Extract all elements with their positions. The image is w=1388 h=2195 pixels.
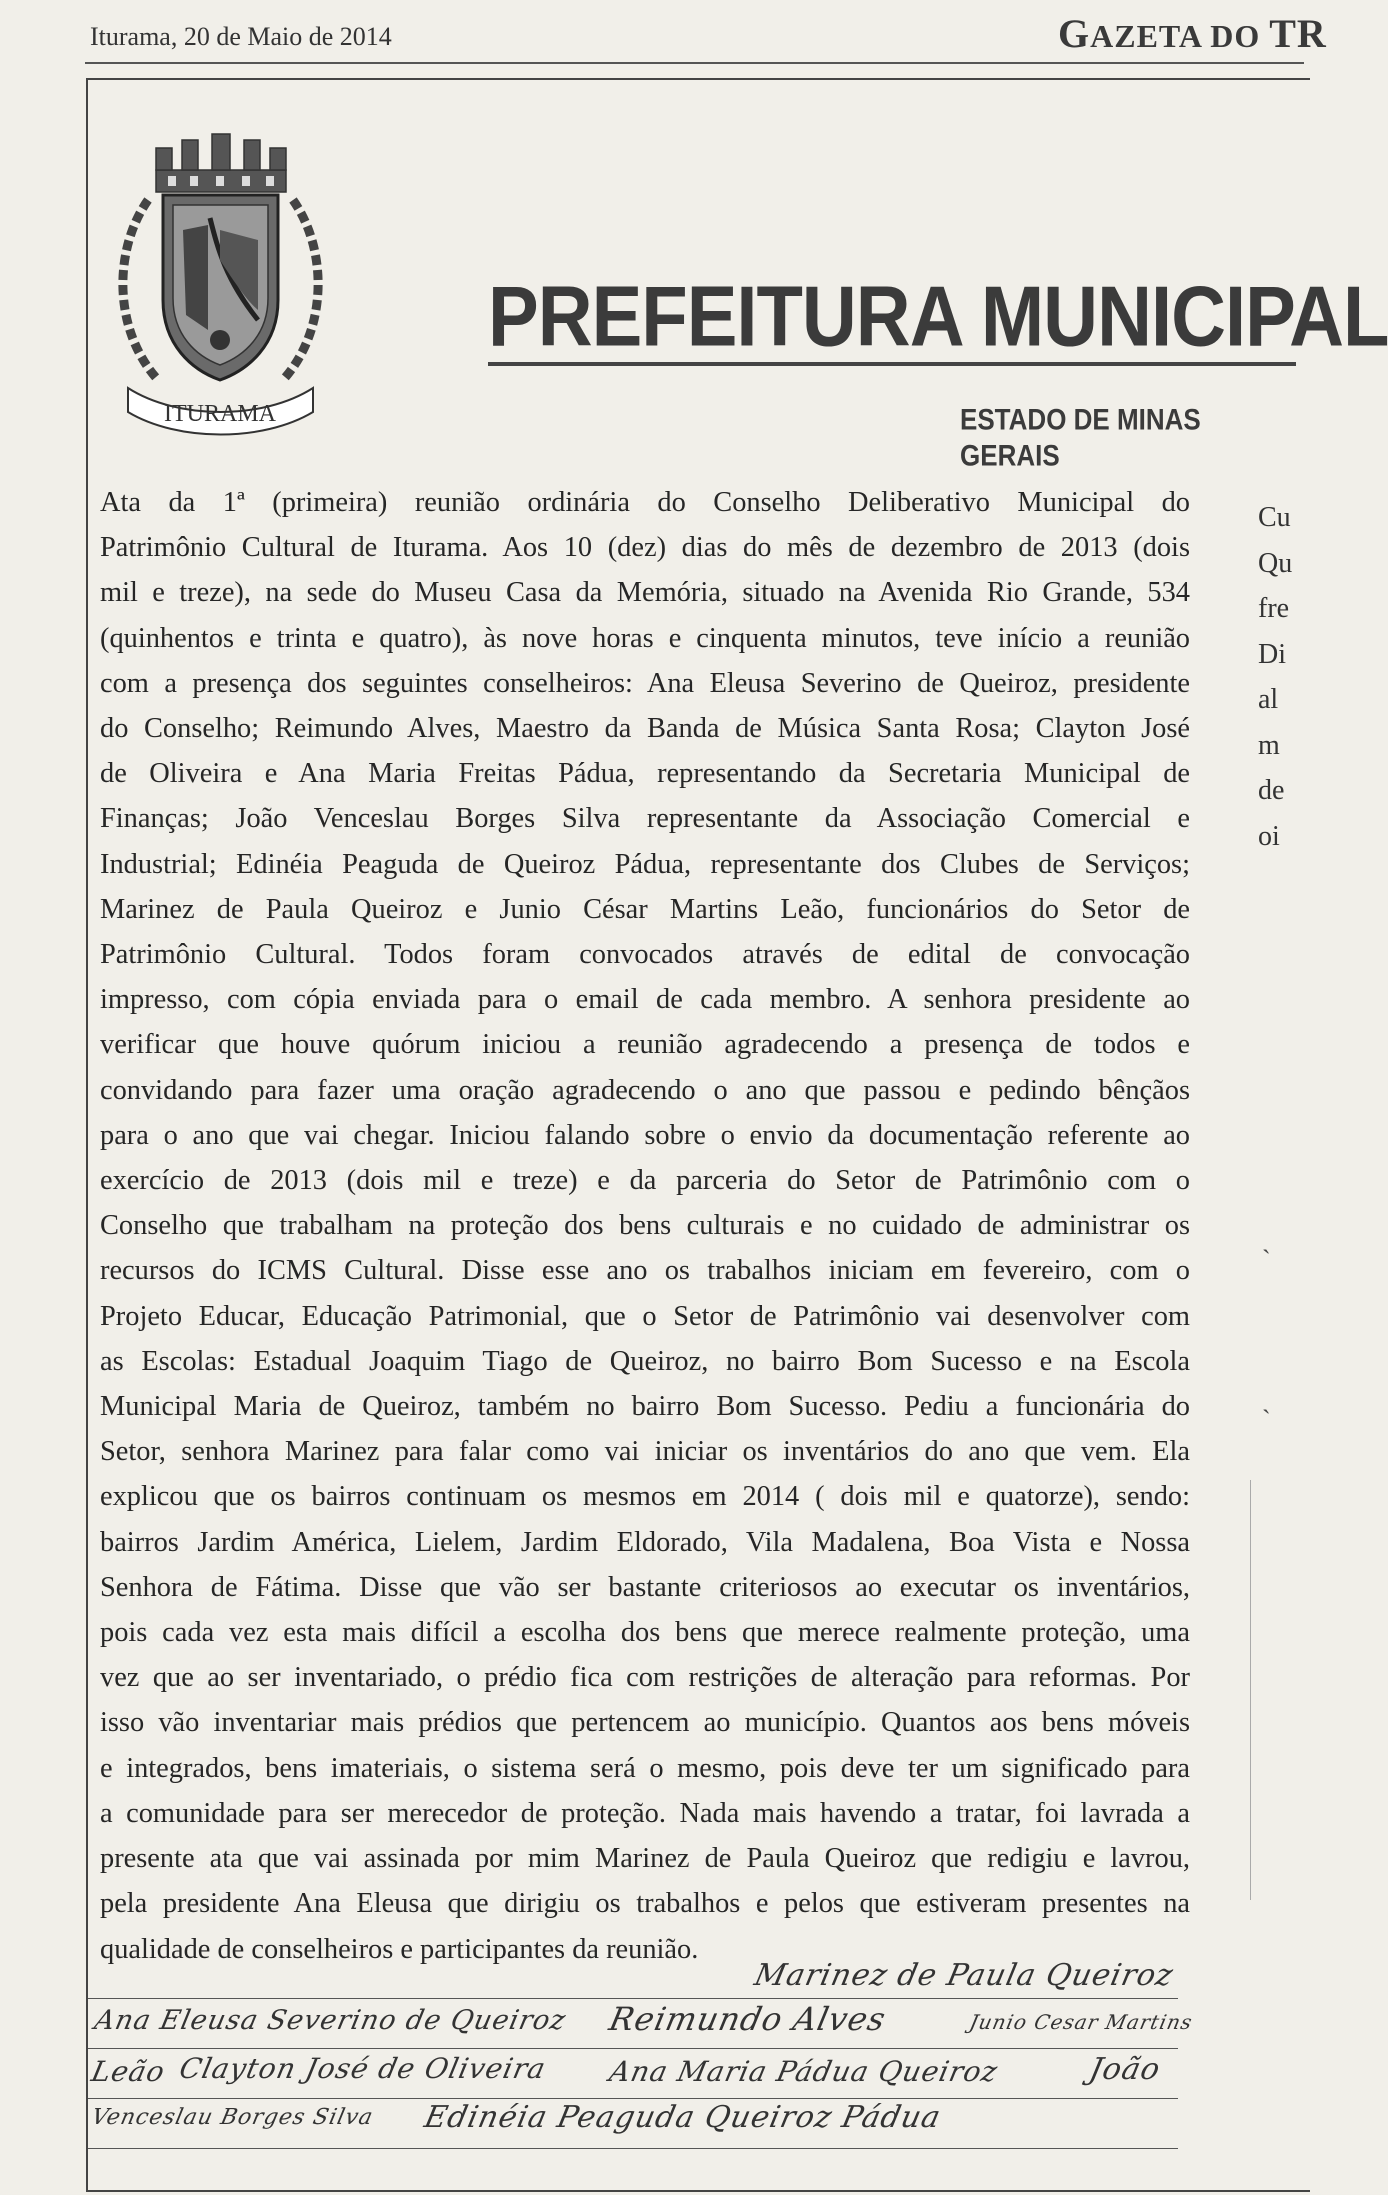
signature: Junio Cesar Martins <box>967 2010 1195 2034</box>
minutes-line: Ata da 1ª (primeira) reunião ordinária do Conselho Deliberativo Municipal do <box>100 487 1190 518</box>
minutes-line: exercício de 2013 (dois mil e treze) e da parceria do Setor de Patrimônio com o <box>100 1165 1190 1197</box>
title-rule <box>488 362 1296 366</box>
minutes-line: recursos do ICMS Cultural. Disse esse ano os trabalhos iniciam em fevereiro, com o <box>100 1255 1190 1287</box>
minutes-line: Patrimônio Cultural. Todos foram convocados através de edital de convocação <box>100 939 1190 971</box>
margin-mark: ˎ <box>1262 1385 1271 1414</box>
adjacent-column-text: Qu <box>1258 547 1293 579</box>
signature-line <box>88 2148 1178 2149</box>
minutes-line: Industrial; Edinéia Peaguda de Queiroz Pádua, representante dos Clubes de Serviços; <box>100 848 1190 880</box>
signature: Clayton José de Oliveira <box>176 2052 550 2085</box>
minutes-line: pela presidente Ana Eleusa que dirigiu os trabalhos e pelos que estiveram presentes na <box>100 1888 1190 1920</box>
column-rule <box>1250 1480 1251 1900</box>
newspaper-name-rest: AZETA DO <box>1090 18 1270 54</box>
iturama-coat-of-arms-icon <box>108 130 333 440</box>
adjacent-column-text: fre <box>1258 593 1290 624</box>
signature-line <box>88 1998 1178 1999</box>
minutes-line: Conselho que trabalham na proteção dos bens culturais e no cuidado de administrar os <box>100 1210 1190 1242</box>
minutes-line: Senhora de Fátima. Disse que vão ser bastante criteriosos ao executar os inventários, <box>100 1571 1190 1603</box>
page-title: PREFEITURA MUNICIPAL <box>488 269 1388 365</box>
adjacent-column-text: Di <box>1258 638 1286 670</box>
header-rule <box>85 62 1304 64</box>
newspaper-name <box>1058 10 1327 57</box>
minutes-line: convidando para fazer uma oração agradecendo o ano que passou e pedindo bênçãos <box>100 1074 1190 1106</box>
signature: Reimundo Alves <box>605 2000 890 2038</box>
minutes-last-line: qualidade de conselheiros e participantes da reunião. <box>100 1933 699 1965</box>
signature: Ana Maria Pádua Queiroz <box>606 2055 1001 2088</box>
crest-banner-label: ITURAMA <box>164 401 276 427</box>
minutes-line: bairros Jardim América, Lielem, Jardim Eldorado, Vila Madalena, Boa Vista e Nossa <box>100 1526 1190 1558</box>
minutes-line: Projeto Educar, Educação Patrimonial, que o Setor de Patrimônio vai desenvolver com <box>100 1300 1190 1332</box>
minutes-line: presente ata que vai assinada por mim Marinez de Paula Queiroz que redigiu e lavrou, <box>100 1843 1190 1875</box>
signature-line <box>88 2098 1178 2099</box>
minutes-line: verificar que houve quórum iniciou a reunião agradecendo a presença de todos e <box>100 1029 1190 1061</box>
minutes-line: (quinhentos e trinta e quatro), às nove horas e cinquenta minutos, teve início a reunião <box>100 622 1190 654</box>
minutes-line: isso vão inventariar mais prédios que pertencem ao município. Quantos aos bens móveis <box>100 1707 1190 1739</box>
minutes-line: pois cada vez esta mais difícil a escolha dos bens que merece realmente proteção, uma <box>100 1617 1190 1649</box>
signature: Leão <box>88 2055 169 2088</box>
margin-mark: ˏ <box>1262 1225 1271 1254</box>
minutes-line: impresso, com cópia enviada para o email de cada membro. A senhora presidente ao <box>100 984 1190 1016</box>
newspaper-initial: G <box>1058 11 1091 56</box>
minutes-line: mil e treze), na sede do Museu Casa da Memória, situado na Avenida Rio Grande, 534 <box>100 577 1190 609</box>
adjacent-column-text: m <box>1258 729 1280 761</box>
adjacent-column-text: al <box>1258 684 1279 715</box>
minutes-body <box>100 480 1190 1972</box>
adjacent-column-fragment <box>1258 495 1304 859</box>
minutes-line: para o ano que vai chegar. Iniciou falando sobre o envio da documentação referente ao <box>100 1119 1190 1151</box>
minutes-line: Finanças; João Venceslau Borges Silva representante da Associação Comercial e <box>100 803 1190 835</box>
minutes-line: Patrimônio Cultural de Iturama. Aos 10 (dez) dias do mês de dezembro de 2013 (dois <box>100 532 1190 564</box>
signature: Venceslau Borges Silva <box>89 2105 376 2130</box>
signature-line <box>88 2048 1178 2049</box>
minutes-line: Marinez de Paula Queiroz e Junio César Martins Leão, funcionários do Setor de <box>100 893 1190 925</box>
minutes-line: as Escolas: Estadual Joaquim Tiago de Queiroz, no bairro Bom Sucesso e na Escola <box>100 1345 1190 1377</box>
minutes-line: Municipal Maria de Queiroz, também no bairro Bom Sucesso. Pediu a funcionária do <box>100 1391 1190 1423</box>
signature: Edinéia Peaguda Queiroz Pádua <box>421 2100 945 2135</box>
minutes-line: e integrados, bens imateriais, o sistema será o mesmo, pois deve ter um significado para <box>100 1752 1190 1784</box>
minutes-line: explicou que os bairros continuam os mesmos em 2014 ( dois mil e quatorze), sendo: <box>100 1481 1190 1513</box>
signature: Marinez de Paula Queiroz <box>751 1958 1177 1993</box>
signature: João <box>1086 2052 1164 2087</box>
page-subtitle: ESTADO DE MINAS GERAIS <box>960 402 1201 473</box>
minutes-line: do Conselho; Reimundo Alves, Maestro da Banda de Música Santa Rosa; Clayton José <box>100 713 1190 745</box>
minutes-line: com a presença dos seguintes conselheiros: Ana Eleusa Severino de Queiroz, presidente <box>100 667 1190 699</box>
signature: Ana Eleusa Severino de Queiroz <box>91 2005 569 2036</box>
adjacent-column-text: oi <box>1258 820 1280 852</box>
header-date: Iturama, 20 de Maio de 2014 <box>90 22 392 51</box>
adjacent-column-text: de <box>1258 775 1285 806</box>
minutes-line: de Oliveira e Ana Maria Freitas Pádua, representando da Secretaria Municipal de <box>100 758 1190 790</box>
newspaper-name-cut: TR <box>1269 11 1327 56</box>
adjacent-column-text: Cu <box>1258 502 1291 533</box>
minutes-line: Setor, senhora Marinez para falar como vai iniciar os inventários do ano que vem. Ela <box>100 1436 1190 1468</box>
minutes-line: vez que ao ser inventariado, o prédio fica com restrições de alteração para reformas. Por <box>100 1662 1190 1694</box>
minutes-line: a comunidade para ser merecedor de proteção. Nada mais havendo a tratar, foi lavrada a <box>100 1797 1190 1829</box>
